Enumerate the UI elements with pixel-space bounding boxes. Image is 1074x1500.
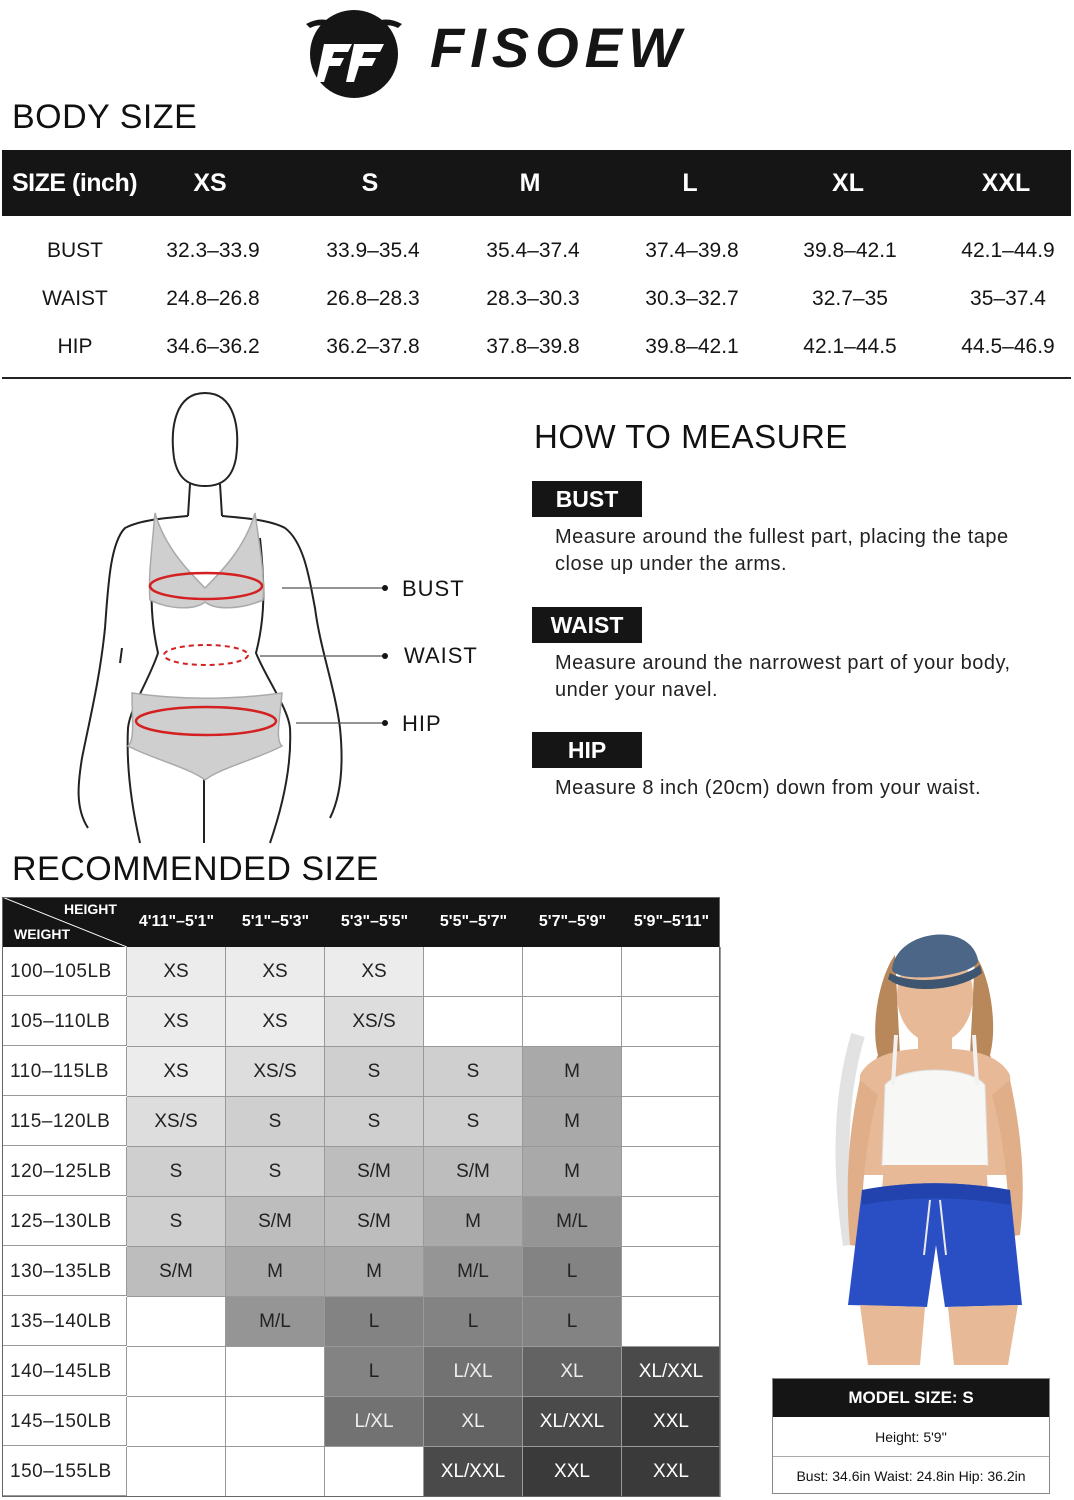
table-row [2, 1297, 720, 1347]
table-cell: 39.8–42.1 [645, 335, 739, 358]
table-cell: 28.3–30.3 [486, 287, 580, 310]
size-cell: M [523, 1097, 622, 1147]
bust-description [555, 524, 1060, 578]
size-cell [226, 1347, 325, 1397]
height-header: 5'7"–5'9" [538, 913, 607, 930]
size-cell [127, 1397, 226, 1447]
size-cell [127, 1297, 226, 1347]
size-cell: XL/XXL [622, 1347, 721, 1397]
table-cell: 37.4–39.8 [645, 239, 739, 262]
bust-desc-line2: close up under the arms. [555, 553, 788, 575]
body-size-row-hip [2, 323, 1071, 371]
corner-weight-label: WEIGHT [14, 926, 70, 942]
waist-tag: WAIST [532, 607, 642, 643]
table-row [2, 947, 720, 997]
size-header-xxl: XXL [981, 169, 1031, 197]
size-cell [523, 997, 622, 1047]
size-cell: XS/S [226, 1047, 325, 1097]
size-cell: S [226, 1147, 325, 1197]
table-row [2, 1097, 720, 1147]
brand-name: FISOEW [430, 16, 687, 79]
size-cell: S [127, 1147, 226, 1197]
size-cell [622, 1297, 721, 1347]
size-header-l: L [682, 169, 698, 197]
size-header-xl: XL [832, 169, 864, 197]
table-row [2, 1197, 720, 1247]
size-cell: XS [325, 947, 424, 997]
table-row [2, 1397, 720, 1447]
size-cell: XS [127, 997, 226, 1047]
table-cell: 24.8–26.8 [166, 287, 260, 310]
size-cell: XL [523, 1347, 622, 1397]
table-row [2, 1047, 720, 1097]
size-cell [226, 1447, 325, 1497]
height-header: 5'5"–5'7" [439, 913, 508, 930]
table-cell: 36.2–37.8 [326, 335, 420, 358]
size-cell [622, 947, 721, 997]
size-cell: L/XL [424, 1347, 523, 1397]
row-label: HIP [57, 335, 93, 358]
size-header-s: S [361, 169, 379, 197]
size-cell: M/L [424, 1247, 523, 1297]
size-cell: S [325, 1097, 424, 1147]
body-size-row-waist [2, 275, 1071, 323]
size-cell [622, 1197, 721, 1247]
size-cell: XS [226, 947, 325, 997]
size-cell: M [226, 1247, 325, 1297]
size-cell: S/M [325, 1197, 424, 1247]
body-measure-figure [70, 388, 490, 848]
table-cell: 32.3–33.9 [166, 239, 260, 262]
model-size-box [772, 1378, 1050, 1494]
recommended-header [2, 897, 720, 947]
size-cell: XS [226, 997, 325, 1047]
table-cell: 32.7–35 [812, 287, 888, 310]
weight-label: 125–130LB [2, 1197, 127, 1246]
size-header-xs: XS [193, 169, 227, 197]
table-cell: 35.4–37.4 [486, 239, 580, 262]
table-cell: 44.5–46.9 [961, 335, 1055, 358]
weight-label: 135–140LB [2, 1297, 127, 1346]
bust-desc-line1: Measure around the fullest part, placing the tape [555, 526, 1009, 548]
size-cell: M [523, 1147, 622, 1197]
size-cell: XS/S [127, 1097, 226, 1147]
weight-label: 110–115LB [2, 1047, 127, 1096]
weight-label: 140–145LB [2, 1347, 127, 1396]
table-cell: 37.8–39.8 [486, 335, 580, 358]
size-cell [226, 1397, 325, 1447]
size-cell: M [523, 1047, 622, 1097]
callout-hip: HIP [402, 711, 442, 736]
size-cell: L [523, 1297, 622, 1347]
size-cell [622, 1047, 721, 1097]
size-cell: M [325, 1247, 424, 1297]
size-cell: M [424, 1197, 523, 1247]
size-cell: L [325, 1297, 424, 1347]
size-cell: M/L [523, 1197, 622, 1247]
recommended-size-title: RECOMMENDED SIZE [12, 850, 379, 888]
size-cell [622, 997, 721, 1047]
bust-tag: BUST [532, 481, 642, 517]
size-cell [622, 1247, 721, 1297]
table-cell: 42.1–44.9 [961, 239, 1055, 262]
size-cell: L [325, 1347, 424, 1397]
table-row [2, 1447, 720, 1497]
height-header: 5'1"–5'3" [241, 913, 310, 930]
table-cell: 34.6–36.2 [166, 335, 260, 358]
size-cell: XL/XXL [523, 1397, 622, 1447]
weight-label: 105–110LB [2, 997, 127, 1046]
size-cell [325, 1447, 424, 1497]
size-cell: XXL [622, 1397, 721, 1447]
weight-label: 145–150LB [2, 1397, 127, 1446]
table-row [2, 1147, 720, 1197]
table-row [2, 1347, 720, 1397]
size-cell: L/XL [325, 1397, 424, 1447]
size-cell: S [226, 1097, 325, 1147]
hip-description [555, 775, 1060, 802]
size-cell: S [424, 1097, 523, 1147]
size-cell: XL/XXL [424, 1447, 523, 1497]
hip-tag: HIP [532, 732, 642, 768]
waist-description [555, 650, 1060, 704]
callout-bust: BUST [402, 576, 465, 601]
size-cell: S [127, 1197, 226, 1247]
body-size-title: BODY SIZE [12, 98, 198, 136]
size-cell: XS [127, 1047, 226, 1097]
table-row [2, 997, 720, 1047]
table-cell: 35–37.4 [970, 287, 1046, 310]
size-header-m: M [519, 169, 541, 197]
size-inch-header: SIZE (inch) [12, 169, 138, 197]
table-row [2, 1247, 720, 1297]
table-cell: 30.3–32.7 [645, 287, 739, 310]
weight-label: 120–125LB [2, 1147, 127, 1196]
table-cell: 33.9–35.4 [326, 239, 420, 262]
model-photo [800, 915, 1070, 1365]
height-header: 5'3"–5'5" [340, 913, 409, 930]
weight-label: 115–120LB [2, 1097, 127, 1146]
size-cell: S/M [127, 1247, 226, 1297]
size-cell: XS/S [325, 997, 424, 1047]
table-cell: 42.1–44.5 [803, 335, 897, 358]
size-cell: S/M [325, 1147, 424, 1197]
row-label: BUST [46, 239, 103, 262]
size-cell: S [424, 1047, 523, 1097]
size-cell: S/M [424, 1147, 523, 1197]
body-size-header [2, 150, 1071, 216]
size-cell [622, 1097, 721, 1147]
divider [773, 1456, 1049, 1457]
model-height: Height: 5'9'' [875, 1429, 947, 1445]
size-cell: L [424, 1297, 523, 1347]
waist-desc-line2: under your navel. [555, 679, 719, 701]
fisoew-logo-icon [304, 4, 404, 99]
size-cell: L [523, 1247, 622, 1297]
size-cell: M/L [226, 1297, 325, 1347]
how-to-measure-title: HOW TO MEASURE [534, 418, 848, 455]
size-cell [127, 1347, 226, 1397]
body-size-row-bust [2, 227, 1071, 275]
size-cell [523, 947, 622, 997]
table-cell: 39.8–42.1 [803, 239, 897, 262]
size-cell: XXL [523, 1447, 622, 1497]
row-label: WAIST [42, 287, 108, 310]
divider [2, 377, 1071, 379]
size-cell [424, 997, 523, 1047]
size-cell: S [325, 1047, 424, 1097]
brand-header [300, 0, 770, 100]
size-cell: XL [424, 1397, 523, 1447]
height-header: 5'9"–5'11" [633, 913, 710, 930]
size-cell: XXL [622, 1447, 721, 1497]
callout-waist: WAIST [404, 643, 478, 668]
size-cell [622, 1147, 721, 1197]
height-header: 4'11"–5'1" [138, 913, 215, 930]
weight-label: 100–105LB [2, 947, 127, 996]
model-measurements: Bust: 34.6in Waist: 24.8in Hip: 36.2in [796, 1468, 1026, 1484]
corner-height-label: HEIGHT [64, 901, 117, 917]
waist-desc-line1: Measure around the narrowest part of your body, [555, 652, 1011, 674]
size-cell: XS [127, 947, 226, 997]
weight-label: 150–155LB [2, 1447, 127, 1496]
table-cell: 26.8–28.3 [326, 287, 420, 310]
model-size-title: MODEL SIZE: S [773, 1379, 1049, 1417]
hip-desc-line1: Measure 8 inch (20cm) down from your waist. [555, 777, 982, 799]
weight-label: 130–135LB [2, 1247, 127, 1296]
size-cell: S/M [226, 1197, 325, 1247]
size-cell [424, 947, 523, 997]
size-cell [127, 1447, 226, 1497]
